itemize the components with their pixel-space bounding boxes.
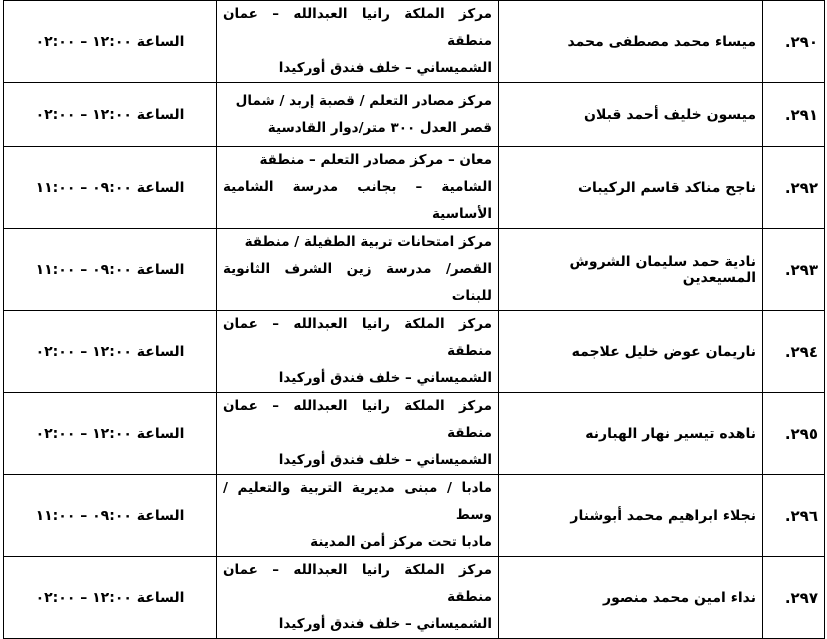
- location-line: الشميساني – خلف فندق أوركيدا: [278, 616, 492, 632]
- table-row: [4, 311, 825, 393]
- table-row: [4, 1, 825, 83]
- row-number: ٢٩٣.: [763, 229, 825, 311]
- exam-schedule-sheet: [3, 0, 824, 632]
- exam-location: [217, 83, 499, 147]
- row-number: ٢٩٦.: [763, 475, 825, 557]
- location-line: الشامية – بجانب مدرسة الشامية الأساسية: [223, 179, 492, 222]
- location-line: الشميساني – خلف فندق أوركيدا: [278, 370, 492, 386]
- exam-location: [217, 147, 499, 229]
- location-line: مركز مصادر التعلم / قصبة إربد / شمال: [235, 92, 492, 109]
- location-line: مادبا / مبنى مديرية التربية والتعليم /وسط: [223, 480, 492, 523]
- location-line: مركز الملكة رانيا العبدالله – عمان منطقة: [223, 6, 492, 49]
- exam-location: [217, 393, 499, 475]
- row-number: ٢٩٥.: [763, 393, 825, 475]
- location-line: معان – مركز مصادر التعلم – منطقة: [259, 152, 492, 168]
- exam-location: [217, 1, 499, 83]
- row-number: ٢٩٢.: [763, 147, 825, 229]
- exam-time: الساعة ٠٩:٠٠ – ١١:٠٠: [4, 229, 217, 311]
- candidate-name: ميسون خليف أحمد قبلان: [499, 83, 763, 147]
- location-line: الشميساني – خلف فندق أوركيدا: [278, 60, 492, 76]
- table-row: [4, 393, 825, 475]
- row-number: ٢٩٧.: [763, 557, 825, 639]
- table-row: [4, 147, 825, 229]
- exam-location: [217, 311, 499, 393]
- exam-location: [217, 475, 499, 557]
- location-line: مركز امتحانات تربية الطفيلة / منطقة: [244, 234, 492, 250]
- location-line: قصر العدل ٣٠٠ متر/دوار القادسية: [267, 119, 492, 136]
- exam-time: الساعة ١٢:٠٠ – ٠٢:٠٠: [4, 83, 217, 147]
- exam-time: الساعة ٠٩:٠٠ – ١١:٠٠: [4, 147, 217, 229]
- candidate-name: ناجح مناكد قاسم الركيبات: [499, 147, 763, 229]
- table-row: [4, 229, 825, 311]
- candidate-name: ناهده تيسير نهار الهبارنه: [499, 393, 763, 475]
- location-line: مركز الملكة رانيا العبدالله – عمان منطقة: [223, 316, 492, 359]
- row-number: ٢٩٤.: [763, 311, 825, 393]
- location-line: مادبا تحت مركز أمن المدينة: [310, 534, 492, 550]
- table-body: [4, 1, 825, 639]
- exam-location: [217, 557, 499, 639]
- table-row: [4, 557, 825, 639]
- candidate-name: نجلاء ابراهيم محمد أبوشنار: [499, 475, 763, 557]
- row-number: ٢٩٠.: [763, 1, 825, 83]
- exam-time: الساعة ١٢:٠٠ – ٠٢:٠٠: [4, 557, 217, 639]
- exam-time: الساعة ١٢:٠٠ – ٠٢:٠٠: [4, 393, 217, 475]
- exam-time: الساعة ١٢:٠٠ – ٠٢:٠٠: [4, 1, 217, 83]
- row-number: ٢٩١.: [763, 83, 825, 147]
- location-line: مركز الملكة رانيا العبدالله – عمان منطقة: [223, 398, 492, 441]
- table-row: [4, 83, 825, 147]
- location-line: الشميساني – خلف فندق أوركيدا: [278, 452, 492, 468]
- candidate-name: نداء امين محمد منصور: [499, 557, 763, 639]
- location-line: القصر/ مدرسة زين الشرف الثانوية للبنات: [223, 261, 492, 304]
- candidate-name: ميساء محمد مصطفى محمد: [499, 1, 763, 83]
- exam-time: الساعة ٠٩:٠٠ – ١١:٠٠: [4, 475, 217, 557]
- location-line: مركز الملكة رانيا العبدالله – عمان منطقة: [223, 562, 492, 605]
- exam-time: الساعة ١٢:٠٠ – ٠٢:٠٠: [4, 311, 217, 393]
- table-row: [4, 475, 825, 557]
- candidate-name: نادية حمد سليمان الشروش المسيعدين: [499, 229, 763, 311]
- candidate-name: ناريمان عوض خليل علاجمه: [499, 311, 763, 393]
- exam-schedule-table: [3, 0, 825, 639]
- exam-location: [217, 229, 499, 311]
